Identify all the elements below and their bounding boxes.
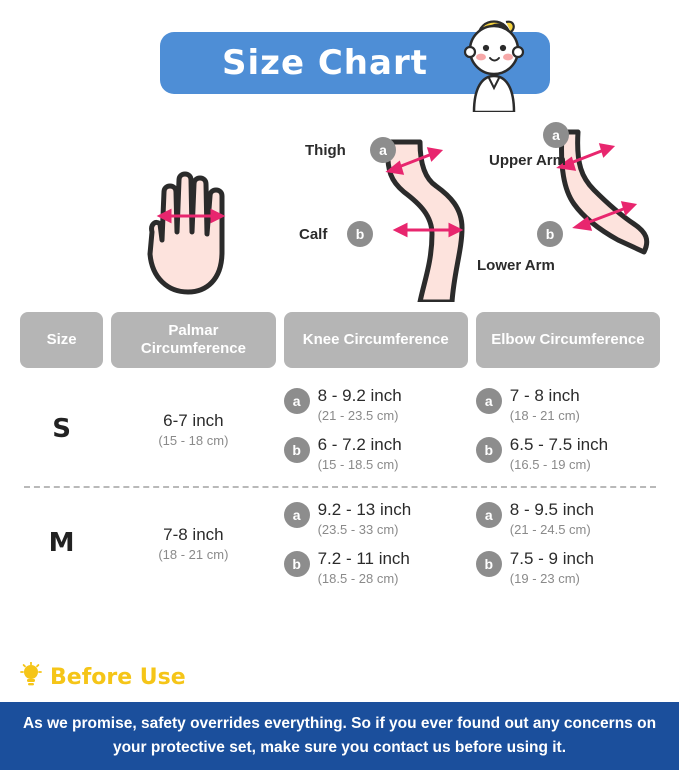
palmar-value: 6-7 inch: [163, 410, 224, 430]
before-use-label: Before Use: [50, 665, 186, 690]
table-header-row: [20, 312, 660, 368]
measurement: [284, 386, 468, 423]
size-table: [20, 312, 660, 586]
label-lower-arm: Lower Arm: [477, 257, 555, 274]
illustration-band: [0, 112, 679, 302]
elbow-b-value: 6.5 - 7.5 inch: [509, 435, 609, 454]
label-calf: Calf: [299, 226, 328, 243]
lightbulb-icon: [20, 662, 42, 693]
cell-palmar: [111, 411, 275, 448]
footer-banner: [0, 702, 679, 770]
badge-b: b: [284, 551, 310, 577]
measurement: [284, 500, 468, 537]
column-header-knee: Knee Circumference: [284, 312, 468, 368]
knee-leg-icon: [388, 142, 462, 302]
row-divider: [24, 486, 656, 488]
label-upper-arm: Upper Arm: [489, 152, 566, 169]
label-thigh: Thigh: [305, 142, 346, 159]
badge-lower-arm: b: [537, 221, 563, 247]
cell-knee: [284, 386, 468, 472]
footer-text: As we promise, safety overrides everything. So if you ever found out any concerns on your protective set, make sure you contact us before using it.: [22, 715, 657, 756]
page-title: Size Chart: [222, 43, 428, 83]
elbow-a-value-cm: (21 - 24.5 cm): [509, 522, 591, 537]
knee-a-value-cm: (23.5 - 33 cm): [317, 522, 399, 537]
badge-b: b: [476, 551, 502, 577]
knee-a-value: 8 - 9.2 inch: [317, 386, 402, 405]
palmar-value-cm: (18 - 21 cm): [158, 546, 229, 562]
measurement: [476, 435, 660, 472]
badge-a: a: [476, 388, 502, 414]
cell-elbow: [476, 386, 660, 472]
palmar-value: 7-8 inch: [163, 524, 224, 544]
badge-upper-arm: a: [543, 122, 569, 148]
badge-a: a: [476, 502, 502, 528]
before-use-section: [20, 662, 186, 693]
cell-knee: [284, 500, 468, 586]
badge-thigh: a: [370, 137, 396, 163]
badge-a: a: [284, 502, 310, 528]
knee-b-value: 7.2 - 11 inch: [317, 549, 410, 568]
knee-a-value: 9.2 - 13 inch: [317, 500, 412, 519]
elbow-a-value: 7 - 8 inch: [509, 386, 580, 405]
measurement: [284, 435, 468, 472]
knee-b-value: 6 - 7.2 inch: [317, 435, 402, 454]
elbow-b-value-cm: (19 - 23 cm): [509, 571, 580, 586]
elbow-arm-icon: [560, 132, 647, 252]
table-row: [20, 500, 660, 586]
knee-b-value-cm: (15 - 18.5 cm): [317, 457, 399, 472]
body-part-illustrations: [0, 112, 679, 302]
cell-elbow: [476, 500, 660, 586]
column-header-size: Size: [20, 312, 103, 368]
header: [0, 22, 679, 112]
knee-b-value-cm: (18.5 - 28 cm): [317, 571, 399, 586]
badge-b: b: [476, 437, 502, 463]
badge-a: a: [284, 388, 310, 414]
cell-palmar: [111, 525, 275, 562]
elbow-b-value-cm: (16.5 - 19 cm): [509, 457, 591, 472]
elbow-a-value-cm: (18 - 21 cm): [509, 408, 580, 423]
baby-face-icon: [448, 8, 538, 112]
measurement: [476, 386, 660, 423]
column-header-elbow: Elbow Circumference: [476, 312, 660, 368]
badge-calf: b: [347, 221, 373, 247]
elbow-b-value: 7.5 - 9 inch: [509, 549, 594, 568]
cell-size: M: [48, 528, 75, 558]
column-header-palmar: Palmar Circumference: [111, 312, 275, 368]
palmar-value-cm: (15 - 18 cm): [158, 432, 229, 448]
measurement: [476, 549, 660, 586]
hand-palm-icon: [150, 174, 222, 292]
cell-size: S: [52, 414, 71, 444]
measurement: [476, 500, 660, 537]
badge-b: b: [284, 437, 310, 463]
knee-a-value-cm: (21 - 23.5 cm): [317, 408, 399, 423]
measurement: [284, 549, 468, 586]
elbow-a-value: 8 - 9.5 inch: [509, 500, 594, 519]
table-row: [20, 386, 660, 472]
